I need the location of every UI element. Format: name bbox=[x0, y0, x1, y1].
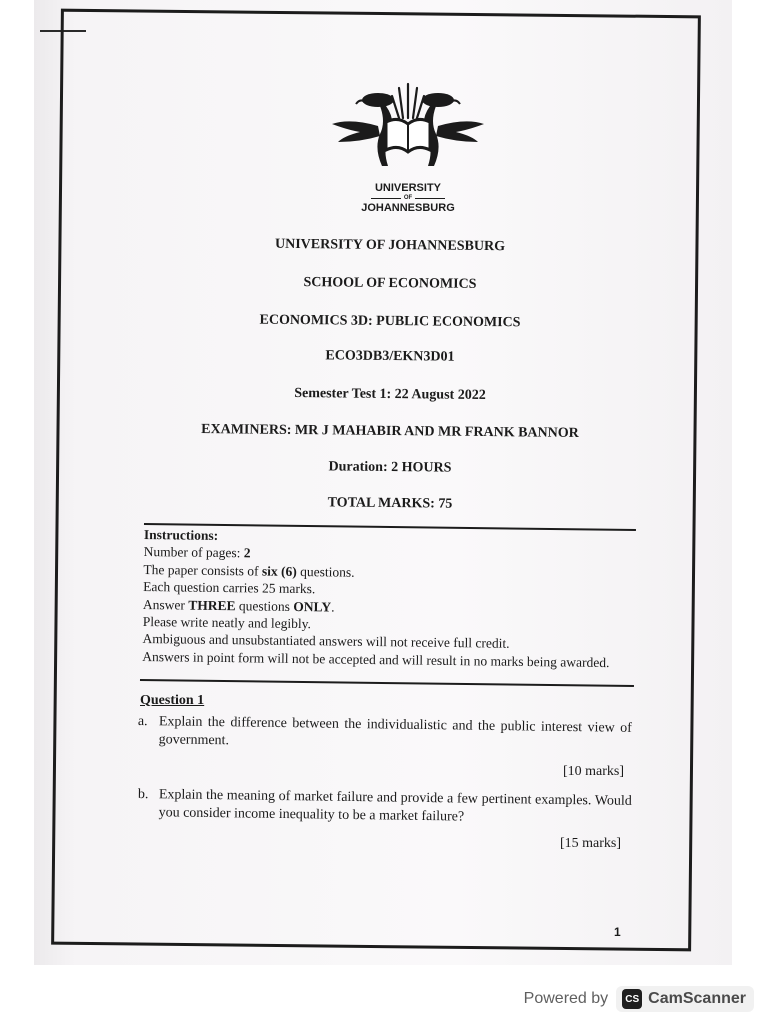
header-school: SCHOOL OF ECONOMICS bbox=[303, 275, 477, 292]
logo-rule-left bbox=[371, 198, 401, 199]
header-total-marks: TOTAL MARKS: 75 bbox=[327, 495, 453, 512]
instruction-answer-three: Answer THREE questions ONLY. bbox=[142, 596, 335, 615]
instructions-title: Instructions: bbox=[143, 526, 219, 543]
instruction-pages: Number of pages: 2 bbox=[143, 544, 251, 561]
camscanner-name: CamScanner bbox=[648, 990, 746, 1007]
question-1b-marks: [15 marks] bbox=[560, 836, 622, 851]
camscanner-watermark bbox=[524, 984, 754, 1014]
logo-line-johannesburg: JOHANNESBURG bbox=[361, 202, 455, 214]
question-1-title: Question 1 bbox=[140, 693, 205, 708]
instruction-point-form: Answers in point form will not be accepted and will result in no marks being awarded. bbox=[142, 648, 610, 670]
header-test-date: Semester Test 1: 22 August 2022 bbox=[294, 385, 486, 404]
camscanner-badge bbox=[616, 986, 754, 1012]
logo-line-of bbox=[320, 195, 496, 202]
camscanner-logo-icon: CS bbox=[622, 989, 642, 1009]
header-duration: Duration: 2 HOURS bbox=[328, 459, 452, 476]
logo-of-text: OF bbox=[403, 195, 413, 201]
logo-line-university: UNIVERSITY bbox=[374, 182, 441, 194]
powered-by-text: Powered by bbox=[523, 990, 609, 1007]
question-1a-text: Explain the difference between the individualistic and the public interest view of government. bbox=[158, 714, 632, 749]
header-university: UNIVERSITY OF JOHANNESBURG bbox=[274, 236, 506, 255]
header-course: ECONOMICS 3D: PUBLIC ECONOMICS bbox=[259, 312, 521, 331]
instructions-block bbox=[142, 526, 644, 672]
university-logo-wordmark bbox=[320, 182, 496, 215]
instruction-consists: The paper consists of six (6) questions. bbox=[143, 561, 355, 580]
question-1a-letter: a. bbox=[137, 713, 148, 730]
university-crest-logo bbox=[330, 78, 486, 176]
logo-rule-right bbox=[415, 198, 445, 199]
instruction-each-question: Each question carries 25 marks. bbox=[143, 579, 316, 597]
question-1a-marks: [10 marks] bbox=[563, 764, 625, 779]
question-1a bbox=[137, 713, 631, 756]
question-1b bbox=[137, 786, 631, 829]
question-1b-letter: b. bbox=[137, 786, 149, 803]
instruction-ambiguous: Ambiguous and unsubstantiated answers will not receive full credit. bbox=[142, 631, 510, 652]
page-number: 1 bbox=[614, 925, 621, 939]
header-course-code: ECO3DB3/EKN3D01 bbox=[325, 348, 455, 365]
question-1b-text: Explain the meaning of market failure and provide a few pertinent examples. Would you consider income inequality to be a market failure? bbox=[158, 787, 632, 825]
instruction-neatly: Please write neatly and legibly. bbox=[142, 614, 312, 632]
header-examiners: EXAMINERS: MR J MAHABIR AND MR FRANK BANNOR bbox=[201, 422, 579, 441]
